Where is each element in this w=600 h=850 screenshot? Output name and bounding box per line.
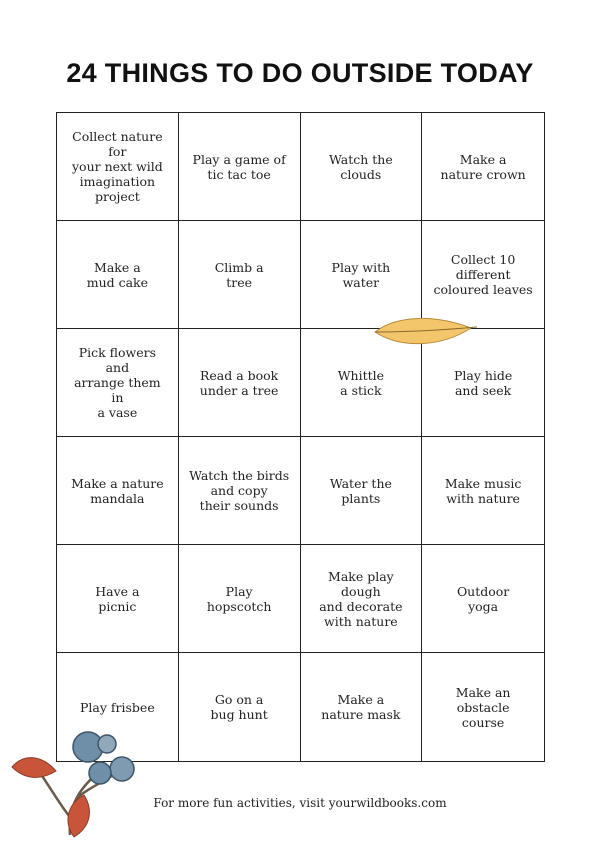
activity-label: Climb a tree [214, 259, 264, 290]
activity-cell [301, 653, 423, 761]
berry [89, 762, 111, 784]
activity-label: Have a picnic [95, 583, 140, 614]
activity-label: Watch the clouds [329, 151, 393, 182]
activity-cell [57, 329, 179, 437]
berry [98, 735, 116, 753]
activity-label: Play hide and seek [453, 367, 513, 398]
yellow-leaf-icon [373, 310, 479, 354]
activity-cell [301, 437, 423, 545]
activity-label: Watch the birds and copy their sounds [189, 468, 290, 513]
activity-cell [179, 437, 301, 545]
activity-label: Play frisbee [80, 699, 155, 715]
berry [110, 757, 134, 781]
activity-label: Play hopscotch [206, 583, 272, 614]
activity-cell [57, 545, 179, 653]
autumn-leaf-left [12, 758, 56, 778]
activity-label: Make a nature mask [321, 692, 401, 722]
activity-cell [422, 653, 544, 761]
activity-grid [56, 112, 545, 762]
activity-label: Make a nature crown [440, 151, 526, 182]
activity-label: Play with water [331, 259, 391, 290]
activity-cell [57, 221, 179, 329]
footer-text: For more fun activities, visit yourwildbooks.com [153, 796, 447, 810]
activity-cell [179, 113, 301, 221]
page-title: 24 THINGS TO DO OUTSIDE TODAY [66, 58, 534, 88]
activity-label: Outdoor yoga [456, 583, 510, 614]
activity-cell [179, 653, 301, 761]
activity-cell [301, 113, 423, 221]
activity-label: Go on a bug hunt [210, 692, 268, 722]
activity-cell [422, 545, 544, 653]
activity-label: Whittle a stick [337, 367, 385, 398]
activity-cell [179, 221, 301, 329]
activity-label: Make a mud cake [86, 259, 149, 290]
activity-cell [301, 545, 423, 653]
activity-label: Make an obstacle course [455, 684, 511, 730]
activity-label: Read a book under a tree [199, 367, 279, 398]
activity-label: Make music with nature [444, 475, 522, 506]
activity-label: Collect 10 different coloured leaves [433, 252, 533, 297]
activity-cell [422, 437, 544, 545]
activity-cell [422, 113, 544, 221]
activity-label: Make a nature mandala [71, 475, 164, 506]
activity-label: Pick flowers and arrange them in a vase [74, 345, 161, 420]
activity-label: Collect nature for your next wild imagination project [71, 129, 163, 204]
activity-label: Play a game of tic tac toe [192, 151, 286, 182]
activity-cell [179, 545, 301, 653]
activity-label: Make play dough and decorate with nature [319, 568, 403, 629]
activity-cell [57, 113, 179, 221]
activity-cell [57, 437, 179, 545]
berry-branch-icon [10, 725, 140, 840]
activity-cell [179, 329, 301, 437]
activity-label: Water the plants [329, 475, 392, 506]
